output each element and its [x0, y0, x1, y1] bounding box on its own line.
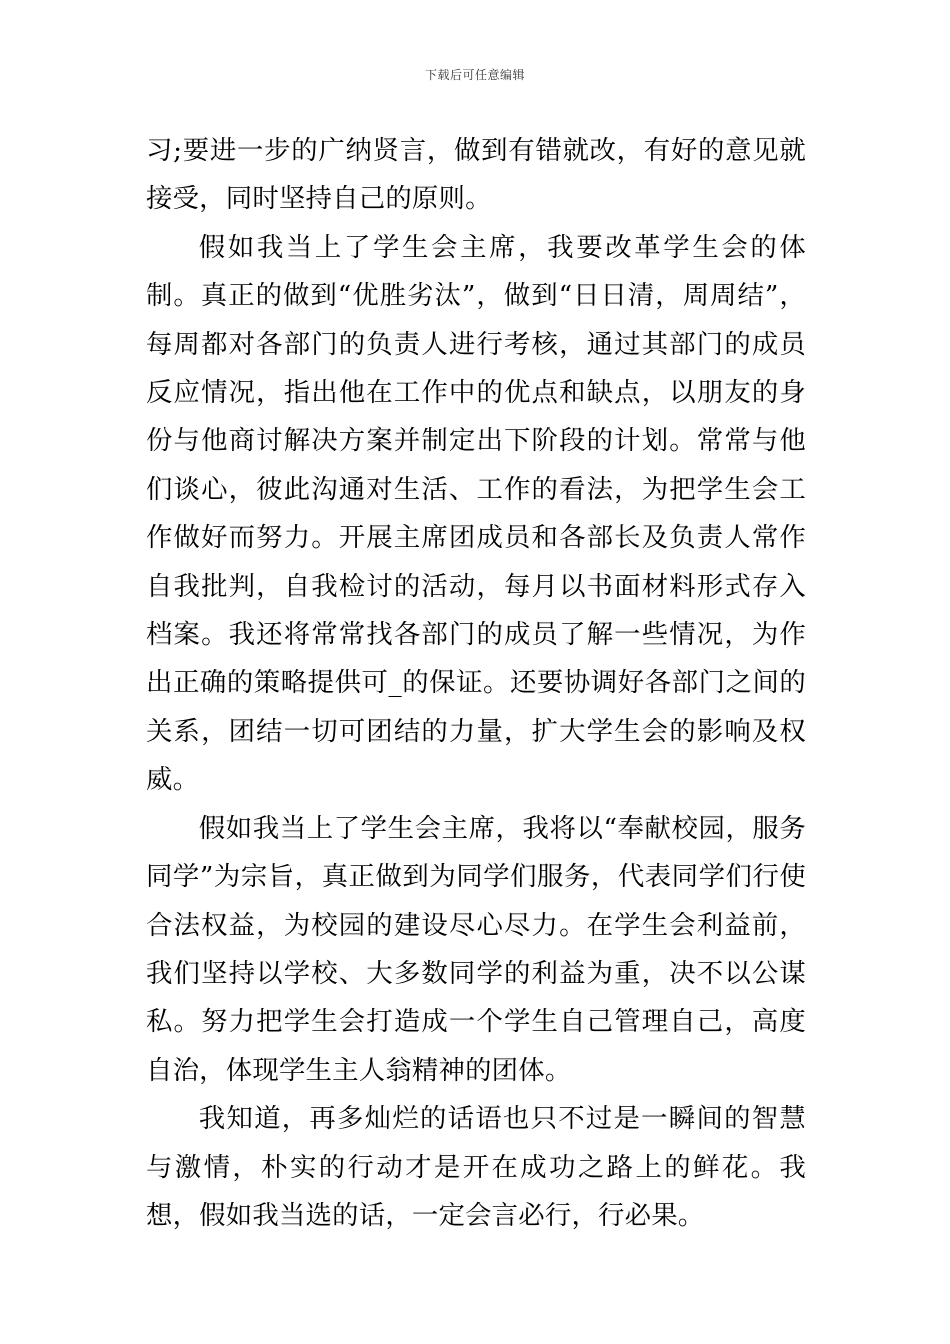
header-note: 下载后可任意编辑 — [424, 68, 525, 82]
paragraph-continuation: 习;要进一步的广纳贤言，做到有错就改，有好的意见就接受，同时坚持自己的原则。 — [146, 135, 806, 215]
document-body — [146, 127, 806, 1240]
paragraph-reform-system: 假如我当上了学生会主席，我要改革学生会的体制。真正的做到“优胜劣汰”，做到“日日清，周周结”，每周都对各部门的负责人进行考核，通过其部门的成员反应情况，指出他在工作中的优点和缺点，以朋友的身份与他商讨解决方案并制定出下阶段的计划。常常与他们谈心，彼此沟通对生活、工作的看法，为把学生会工作做好而努力。开展主席团成员和各部长及负责人常作自我批判，自我检讨的活动，每月以书面材料形式存入档案。我还将常常找各部门的成员了解一些情况，为作出正确的策略提供可_的保证。还要协调好各部门之间的关系，团结一切可团结的力量，扩大学生会的影响及权威。 — [146, 231, 806, 796]
paragraph-serve-students: 假如我当上了学生会主席，我将以“奉献校园，服务同学”为宗旨，真正做到为同学们服务，代表同学们行使合法权益，为校园的建设尽心尽力。在学生会利益前，我们坚持以学校、大多数同学的利益为重，决不以公谋私。努力把学生会打造成一个学生自己管理自己，高度自治，体现学生主人翁精神的团体。 — [146, 812, 806, 1086]
paragraph-closing: 我知道，再多灿烂的话语也只不过是一瞬间的智慧与激情，朴实的行动才是开在成功之路上的鲜花。我想，假如我当选的话，一定会言必行，行必果。 — [146, 1103, 806, 1231]
